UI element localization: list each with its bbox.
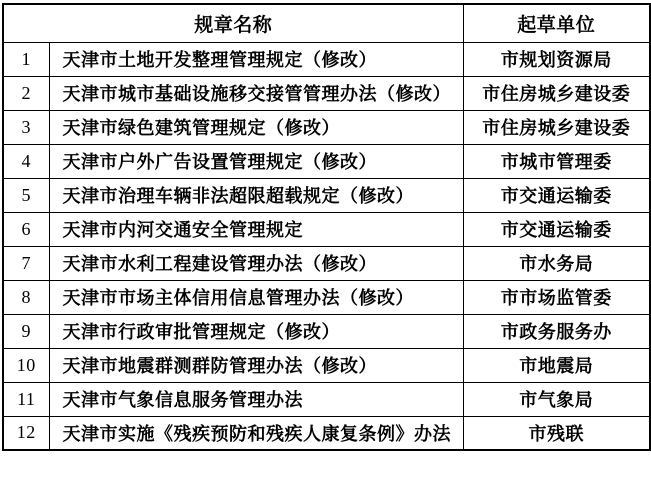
drafting-unit: 市地震局 (463, 348, 650, 382)
table-row (3, 246, 650, 280)
drafting-unit: 市气象局 (463, 382, 650, 416)
row-number: 12 (3, 416, 49, 450)
regulation-name: 天津市治理车辆非法超限超载规定（修改） (49, 178, 463, 212)
regulation-name: 天津市绿色建筑管理规定（修改） (49, 110, 463, 144)
table-row (3, 144, 650, 178)
table-row (3, 416, 650, 450)
table-row (3, 76, 650, 110)
regulation-name: 天津市户外广告设置管理规定（修改） (49, 144, 463, 178)
row-number: 11 (3, 382, 49, 416)
row-number: 5 (3, 178, 49, 212)
row-number: 7 (3, 246, 49, 280)
regulation-name: 天津市城市基础设施移交接管管理办法（修改） (49, 76, 463, 110)
table-row (3, 382, 650, 416)
row-number: 3 (3, 110, 49, 144)
table-row (3, 212, 650, 246)
table-row (3, 110, 650, 144)
drafting-unit: 市城市管理委 (463, 144, 650, 178)
regulation-name: 天津市地震群测群防管理办法（修改） (49, 348, 463, 382)
drafting-unit: 市住房城乡建设委 (463, 110, 650, 144)
table-row (3, 42, 650, 76)
drafting-unit: 市交通运输委 (463, 212, 650, 246)
row-number: 9 (3, 314, 49, 348)
table-header-row (3, 4, 650, 42)
drafting-unit: 市交通运输委 (463, 178, 650, 212)
row-number: 2 (3, 76, 49, 110)
drafting-unit: 市规划资源局 (463, 42, 650, 76)
table-row (3, 348, 650, 382)
table-row (3, 178, 650, 212)
drafting-unit: 市政务服务办 (463, 314, 650, 348)
header-regulation-name: 规章名称 (3, 4, 463, 42)
row-number: 6 (3, 212, 49, 246)
row-number: 4 (3, 144, 49, 178)
drafting-unit: 市市场监管委 (463, 280, 650, 314)
regulation-name: 天津市内河交通安全管理规定 (49, 212, 463, 246)
regulation-name: 天津市气象信息服务管理办法 (49, 382, 463, 416)
table-row (3, 314, 650, 348)
regulation-name: 天津市水利工程建设管理办法（修改） (49, 246, 463, 280)
regulation-name: 天津市实施《残疾预防和残疾人康复条例》办法 (49, 416, 463, 450)
regulation-table (2, 3, 651, 451)
regulation-name: 天津市行政审批管理规定（修改） (49, 314, 463, 348)
row-number: 8 (3, 280, 49, 314)
row-number: 10 (3, 348, 49, 382)
drafting-unit: 市残联 (463, 416, 650, 450)
drafting-unit: 市水务局 (463, 246, 650, 280)
regulation-name: 天津市土地开发整理管理规定（修改） (49, 42, 463, 76)
table-row (3, 280, 650, 314)
header-drafting-unit: 起草单位 (463, 4, 650, 42)
drafting-unit: 市住房城乡建设委 (463, 76, 650, 110)
row-number: 1 (3, 42, 49, 76)
regulation-name: 天津市市场主体信用信息管理办法（修改） (49, 280, 463, 314)
